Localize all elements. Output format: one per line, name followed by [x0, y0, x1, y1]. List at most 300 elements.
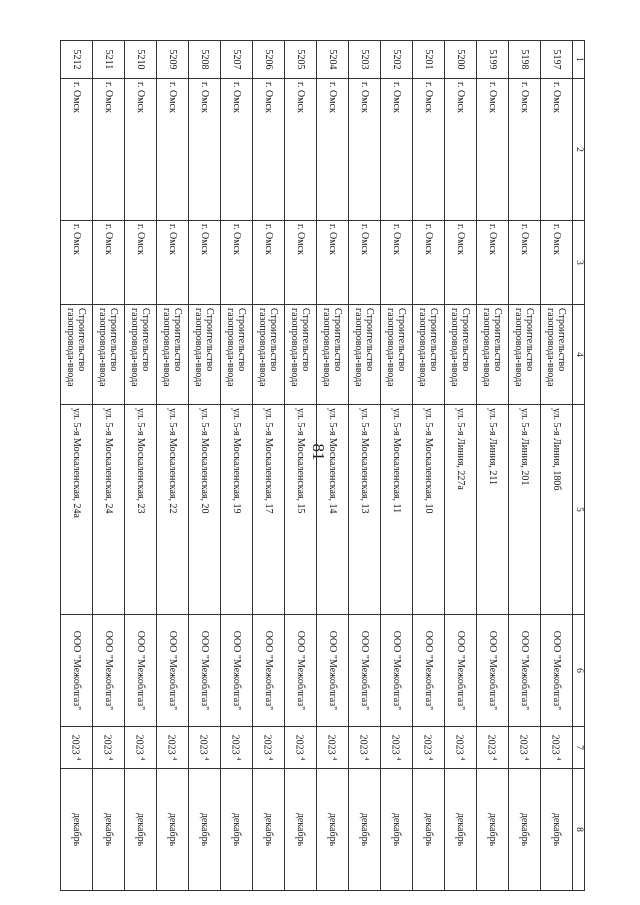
work-type-cell-text: Строительство газопровода-ввода	[449, 308, 472, 387]
month-cell	[61, 769, 93, 891]
row-number-cell	[93, 41, 125, 79]
table-canvas	[65, 40, 585, 890]
year-cell-text: 2023	[485, 734, 497, 755]
district-cell	[477, 79, 509, 221]
month-cell-text: декабрь	[359, 812, 370, 847]
address-cell-text: ул. 5-я Москаленская, 24	[103, 408, 114, 514]
address-cell-text: ул. 5-я Линия, 201	[519, 408, 530, 486]
row-number-cell	[445, 41, 477, 79]
work-type-cell	[93, 305, 125, 405]
organization-cell	[189, 615, 221, 727]
row-number-cell-text: 5210	[135, 49, 146, 70]
column-header: 6	[573, 615, 585, 727]
work-type-cell-text: Строительство газопровода-ввода	[193, 308, 216, 387]
district-cell-text: г. Омск	[199, 82, 210, 113]
address-cell	[157, 405, 189, 615]
table-row	[253, 41, 285, 891]
year-cell-text: 2023	[165, 734, 177, 755]
table-header-row	[573, 41, 585, 891]
table-row	[381, 41, 413, 891]
organization-cell-text: ООО "Межоблгаз"	[199, 630, 210, 711]
district-cell	[349, 79, 381, 221]
locality-cell-text: г. Омск	[71, 224, 82, 255]
district-cell-text: г. Омск	[327, 82, 338, 113]
organization-cell-text: ООО "Межоблгаз"	[263, 630, 274, 711]
locality-cell	[349, 221, 381, 305]
work-type-cell	[349, 305, 381, 405]
column-header: 8	[573, 769, 585, 891]
district-cell	[413, 79, 445, 221]
month-cell	[445, 769, 477, 891]
table-row	[157, 41, 189, 891]
district-cell	[509, 79, 541, 221]
work-type-cell-text: Строительство газопровода-ввода	[161, 308, 184, 387]
footnote-marker: 4	[202, 757, 210, 761]
locality-cell	[93, 221, 125, 305]
locality-cell	[509, 221, 541, 305]
month-cell-text: декабрь	[71, 812, 82, 847]
month-cell	[125, 769, 157, 891]
row-number-cell	[317, 41, 349, 79]
work-type-cell-text: Строительство газопровода-ввода	[481, 308, 504, 387]
district-cell-text: г. Омск	[391, 82, 402, 113]
work-type-cell	[61, 305, 93, 405]
month-cell-text: декабрь	[103, 812, 114, 847]
month-cell-text: декабрь	[231, 812, 242, 847]
locality-cell	[61, 221, 93, 305]
district-cell-text: г. Омск	[423, 82, 434, 113]
year-cell-text: 2023	[325, 734, 337, 755]
address-cell-text: ул. 5-я Москаленская, 10	[423, 408, 434, 514]
locality-cell	[189, 221, 221, 305]
district-cell-text: г. Омск	[551, 82, 562, 113]
district-cell-text: г. Омск	[71, 82, 82, 113]
work-type-cell-text: Строительство газопровода-ввода	[65, 308, 88, 387]
year-cell-text: 2023	[517, 734, 529, 755]
address-cell	[413, 405, 445, 615]
month-cell-text: декабрь	[551, 812, 562, 847]
organization-cell	[349, 615, 381, 727]
work-type-cell	[541, 305, 573, 405]
organization-cell	[445, 615, 477, 727]
work-type-cell	[157, 305, 189, 405]
locality-cell-text: г. Омск	[103, 224, 114, 255]
locality-cell	[253, 221, 285, 305]
column-header: 4	[573, 305, 585, 405]
district-cell	[445, 79, 477, 221]
locality-cell	[445, 221, 477, 305]
address-cell	[477, 405, 509, 615]
address-cell-text: ул. 5-я Москаленская, 22	[167, 408, 178, 514]
row-number-cell-text: 5211	[103, 49, 114, 70]
month-cell	[189, 769, 221, 891]
locality-cell-text: г. Омск	[423, 224, 434, 255]
organization-cell	[221, 615, 253, 727]
table-row	[317, 41, 349, 891]
district-cell-text: г. Омск	[263, 82, 274, 113]
locality-cell	[541, 221, 573, 305]
organization-cell-text: ООО "Межоблгаз"	[455, 630, 466, 711]
table-row	[189, 41, 221, 891]
address-cell	[125, 405, 157, 615]
row-number-cell	[413, 41, 445, 79]
footnote-marker: 4	[554, 757, 562, 761]
year-cell-text: 2023	[101, 734, 113, 755]
year-cell	[253, 727, 285, 769]
month-cell	[477, 769, 509, 891]
district-cell	[285, 79, 317, 221]
work-type-cell-text: Строительство газопровода-ввода	[321, 308, 344, 387]
row-number-cell	[253, 41, 285, 79]
address-cell	[189, 405, 221, 615]
organization-cell-text: ООО "Межоблгаз"	[423, 630, 434, 711]
district-cell-text: г. Омск	[359, 82, 370, 113]
district-cell	[157, 79, 189, 221]
row-number-cell-text: 5207	[231, 49, 242, 70]
footnote-marker: 4	[298, 757, 306, 761]
organization-cell-text: ООО "Межоблгаз"	[71, 630, 82, 711]
address-cell	[317, 405, 349, 615]
rotated-table-container	[65, 40, 585, 890]
year-cell	[509, 727, 541, 769]
district-cell-text: г. Омск	[295, 82, 306, 113]
table-row	[477, 41, 509, 891]
organization-cell	[413, 615, 445, 727]
table-row	[221, 41, 253, 891]
row-number-cell	[125, 41, 157, 79]
month-cell	[413, 769, 445, 891]
organization-cell	[285, 615, 317, 727]
footnote-marker: 4	[458, 757, 466, 761]
table-row	[541, 41, 573, 891]
row-number-cell	[221, 41, 253, 79]
address-cell	[285, 405, 317, 615]
column-header: 1	[573, 41, 585, 79]
year-cell-text: 2023	[197, 734, 209, 755]
work-type-cell-text: Строительство газопровода-ввода	[513, 308, 536, 387]
district-cell-text: г. Омск	[103, 82, 114, 113]
month-cell	[253, 769, 285, 891]
organization-cell	[253, 615, 285, 727]
organization-cell-text: ООО "Межоблгаз"	[327, 630, 338, 711]
locality-cell	[125, 221, 157, 305]
organization-cell-text: ООО "Межоблгаз"	[391, 630, 402, 711]
organization-cell-text: ООО "Межоблгаз"	[551, 630, 562, 711]
row-number-cell-text: 5198	[519, 49, 530, 70]
locality-cell-text: г. Омск	[263, 224, 274, 255]
locality-cell-text: г. Омск	[135, 224, 146, 255]
locality-cell-text: г. Омск	[359, 224, 370, 255]
row-number-cell	[285, 41, 317, 79]
year-cell	[381, 727, 413, 769]
locality-cell	[317, 221, 349, 305]
organization-cell-text: ООО "Межоблгаз"	[487, 630, 498, 711]
month-cell-text: декабрь	[167, 812, 178, 847]
year-cell	[445, 727, 477, 769]
row-number-cell-text: 5208	[199, 49, 210, 70]
year-cell-text: 2023	[549, 734, 561, 755]
table-row	[61, 41, 93, 891]
month-cell-text: декабрь	[327, 812, 338, 847]
footnote-marker: 4	[138, 757, 146, 761]
work-type-cell	[125, 305, 157, 405]
locality-cell	[413, 221, 445, 305]
work-type-cell-text: Строительство газопровода-ввода	[417, 308, 440, 387]
row-number-cell	[189, 41, 221, 79]
year-cell	[413, 727, 445, 769]
address-cell	[253, 405, 285, 615]
address-cell	[221, 405, 253, 615]
work-type-cell	[381, 305, 413, 405]
month-cell-text: декабрь	[519, 812, 530, 847]
month-cell-text: декабрь	[455, 812, 466, 847]
address-cell	[349, 405, 381, 615]
year-cell-text: 2023	[421, 734, 433, 755]
organization-cell-text: ООО "Межоблгаз"	[295, 630, 306, 711]
row-number-cell-text: 5202	[391, 49, 402, 70]
organization-cell	[61, 615, 93, 727]
year-cell	[541, 727, 573, 769]
district-cell-text: г. Омск	[519, 82, 530, 113]
address-cell	[445, 405, 477, 615]
organization-cell	[157, 615, 189, 727]
row-number-cell-text: 5204	[327, 49, 338, 70]
month-cell-text: декабрь	[135, 812, 146, 847]
district-cell-text: г. Омск	[487, 82, 498, 113]
work-type-cell-text: Строительство газопровода-ввода	[97, 308, 120, 387]
organization-cell-text: ООО "Межоблгаз"	[231, 630, 242, 711]
footnote-marker: 4	[394, 757, 402, 761]
month-cell-text: декабрь	[391, 812, 402, 847]
district-cell	[93, 79, 125, 221]
organization-cell	[125, 615, 157, 727]
year-cell	[477, 727, 509, 769]
row-number-cell-text: 5212	[71, 49, 82, 70]
organization-cell	[509, 615, 541, 727]
footnote-marker: 4	[234, 757, 242, 761]
footnote-marker: 4	[266, 757, 274, 761]
organization-cell-text: ООО "Межоблгаз"	[359, 630, 370, 711]
column-header: 7	[573, 727, 585, 769]
month-cell	[381, 769, 413, 891]
district-cell	[381, 79, 413, 221]
month-cell-text: декабрь	[295, 812, 306, 847]
work-type-cell-text: Строительство газопровода-ввода	[289, 308, 312, 387]
month-cell-text: декабрь	[263, 812, 274, 847]
address-cell-text: ул. 5-я Москаленская, 11	[391, 408, 402, 514]
locality-cell-text: г. Омск	[487, 224, 498, 255]
work-type-cell-text: Строительство газопровода-ввода	[353, 308, 376, 387]
address-cell-text: ул. 5-я Москаленская, 14	[327, 408, 338, 514]
month-cell	[541, 769, 573, 891]
month-cell	[349, 769, 381, 891]
address-cell-text: ул. 5-я Москаленская, 24а	[71, 408, 82, 518]
page-number: 81	[309, 443, 328, 461]
table-row	[125, 41, 157, 891]
year-cell-text: 2023	[357, 734, 369, 755]
row-number-cell-text: 5197	[551, 49, 562, 70]
work-type-cell-text: Строительство газопровода-ввода	[129, 308, 152, 387]
year-cell	[285, 727, 317, 769]
locality-cell-text: г. Омск	[231, 224, 242, 255]
work-type-cell	[509, 305, 541, 405]
month-cell	[509, 769, 541, 891]
locality-cell-text: г. Омск	[551, 224, 562, 255]
row-number-cell	[349, 41, 381, 79]
footnote-marker: 4	[362, 757, 370, 761]
month-cell-text: декабрь	[487, 812, 498, 847]
year-cell-text: 2023	[261, 734, 273, 755]
table-row	[349, 41, 381, 891]
work-type-cell-text: Строительство газопровода-ввода	[545, 308, 568, 387]
month-cell	[317, 769, 349, 891]
organization-cell	[93, 615, 125, 727]
address-cell-text: ул. 5-я Москаленская, 23	[135, 408, 146, 514]
work-type-cell	[253, 305, 285, 405]
year-cell	[189, 727, 221, 769]
work-type-cell-text: Строительство газопровода-ввода	[225, 308, 248, 387]
district-cell	[317, 79, 349, 221]
organization-cell-text: ООО "Межоблгаз"	[103, 630, 114, 711]
work-type-cell	[413, 305, 445, 405]
locality-cell-text: г. Омск	[199, 224, 210, 255]
month-cell	[285, 769, 317, 891]
address-cell-text: ул. 5-я Москаленская, 17	[263, 408, 274, 514]
month-cell-text: декабрь	[199, 812, 210, 847]
locality-cell	[477, 221, 509, 305]
district-cell-text: г. Омск	[231, 82, 242, 113]
footnote-marker: 4	[170, 757, 178, 761]
work-type-cell	[285, 305, 317, 405]
year-cell-text: 2023	[293, 734, 305, 755]
month-cell-text: декабрь	[423, 812, 434, 847]
organization-cell-text: ООО "Межоблгаз"	[519, 630, 530, 711]
district-cell-text: г. Омск	[167, 82, 178, 113]
table-row	[509, 41, 541, 891]
organization-cell	[317, 615, 349, 727]
year-cell-text: 2023	[69, 734, 81, 755]
year-cell	[221, 727, 253, 769]
address-cell-text: ул. 5-я Москаленская, 19	[231, 408, 242, 514]
year-cell	[125, 727, 157, 769]
year-cell-text: 2023	[229, 734, 241, 755]
footnote-marker: 4	[330, 757, 338, 761]
organization-cell	[541, 615, 573, 727]
organization-cell-text: ООО "Межоблгаз"	[167, 630, 178, 711]
address-cell-text: ул. 5-я Линия, 211	[487, 408, 498, 486]
column-header: 5	[573, 405, 585, 615]
row-number-cell	[509, 41, 541, 79]
row-number-cell	[381, 41, 413, 79]
row-number-cell-text: 5205	[295, 49, 306, 70]
table-row	[445, 41, 477, 891]
row-number-cell	[61, 41, 93, 79]
row-number-cell-text: 5201	[423, 49, 434, 70]
district-cell	[125, 79, 157, 221]
footnote-marker: 4	[106, 757, 114, 761]
address-cell-text: ул. 5-я Линия, 227а	[455, 408, 466, 490]
year-cell-text: 2023	[133, 734, 145, 755]
row-number-cell	[541, 41, 573, 79]
organization-cell	[477, 615, 509, 727]
address-cell	[61, 405, 93, 615]
year-cell	[349, 727, 381, 769]
year-cell	[317, 727, 349, 769]
work-type-cell	[477, 305, 509, 405]
district-cell	[253, 79, 285, 221]
month-cell	[157, 769, 189, 891]
address-cell-text: ул. 5-я Линия, 180б	[551, 408, 562, 491]
locality-cell-text: г. Омск	[295, 224, 306, 255]
locality-cell-text: г. Омск	[455, 224, 466, 255]
district-cell	[541, 79, 573, 221]
address-cell	[541, 405, 573, 615]
work-type-cell-text: Строительство газопровода-ввода	[385, 308, 408, 387]
district-cell	[189, 79, 221, 221]
address-cell-text: ул. 5-я Москаленская, 13	[359, 408, 370, 514]
locality-cell	[157, 221, 189, 305]
table-row	[285, 41, 317, 891]
locality-cell-text: г. Омск	[391, 224, 402, 255]
year-cell-text: 2023	[453, 734, 465, 755]
table-row	[413, 41, 445, 891]
row-number-cell-text: 5206	[263, 49, 274, 70]
year-cell	[157, 727, 189, 769]
work-type-cell	[317, 305, 349, 405]
locality-cell-text: г. Омск	[167, 224, 178, 255]
district-cell-text: г. Омск	[455, 82, 466, 113]
footnote-marker: 4	[74, 757, 82, 761]
work-type-cell	[445, 305, 477, 405]
year-cell	[93, 727, 125, 769]
organization-cell-text: ООО "Межоблгаз"	[135, 630, 146, 711]
footnote-marker: 4	[426, 757, 434, 761]
month-cell	[93, 769, 125, 891]
year-cell-text: 2023	[389, 734, 401, 755]
district-cell-text: г. Омск	[135, 82, 146, 113]
row-number-cell-text: 5203	[359, 49, 370, 70]
month-cell	[221, 769, 253, 891]
address-cell	[381, 405, 413, 615]
district-cell	[61, 79, 93, 221]
row-number-cell-text: 5199	[487, 49, 498, 70]
organization-cell	[381, 615, 413, 727]
column-header: 2	[573, 79, 585, 221]
locality-cell-text: г. Омск	[519, 224, 530, 255]
work-type-cell-text: Строительство газопровода-ввода	[257, 308, 280, 387]
locality-cell	[221, 221, 253, 305]
row-number-cell-text: 5209	[167, 49, 178, 70]
footnote-marker: 4	[522, 757, 530, 761]
row-number-cell-text: 5200	[455, 49, 466, 70]
table-row	[93, 41, 125, 891]
locality-cell	[381, 221, 413, 305]
locality-cell-text: г. Омск	[327, 224, 338, 255]
column-header: 3	[573, 221, 585, 305]
gasification-table	[60, 40, 585, 891]
address-cell	[93, 405, 125, 615]
year-cell	[61, 727, 93, 769]
address-cell-text: ул. 5-я Москаленская, 15	[295, 408, 306, 514]
work-type-cell	[189, 305, 221, 405]
work-type-cell	[221, 305, 253, 405]
locality-cell	[285, 221, 317, 305]
row-number-cell	[477, 41, 509, 79]
district-cell	[221, 79, 253, 221]
address-cell	[509, 405, 541, 615]
footnote-marker: 4	[490, 757, 498, 761]
address-cell-text: ул. 5-я Москаленская, 20	[199, 408, 210, 514]
